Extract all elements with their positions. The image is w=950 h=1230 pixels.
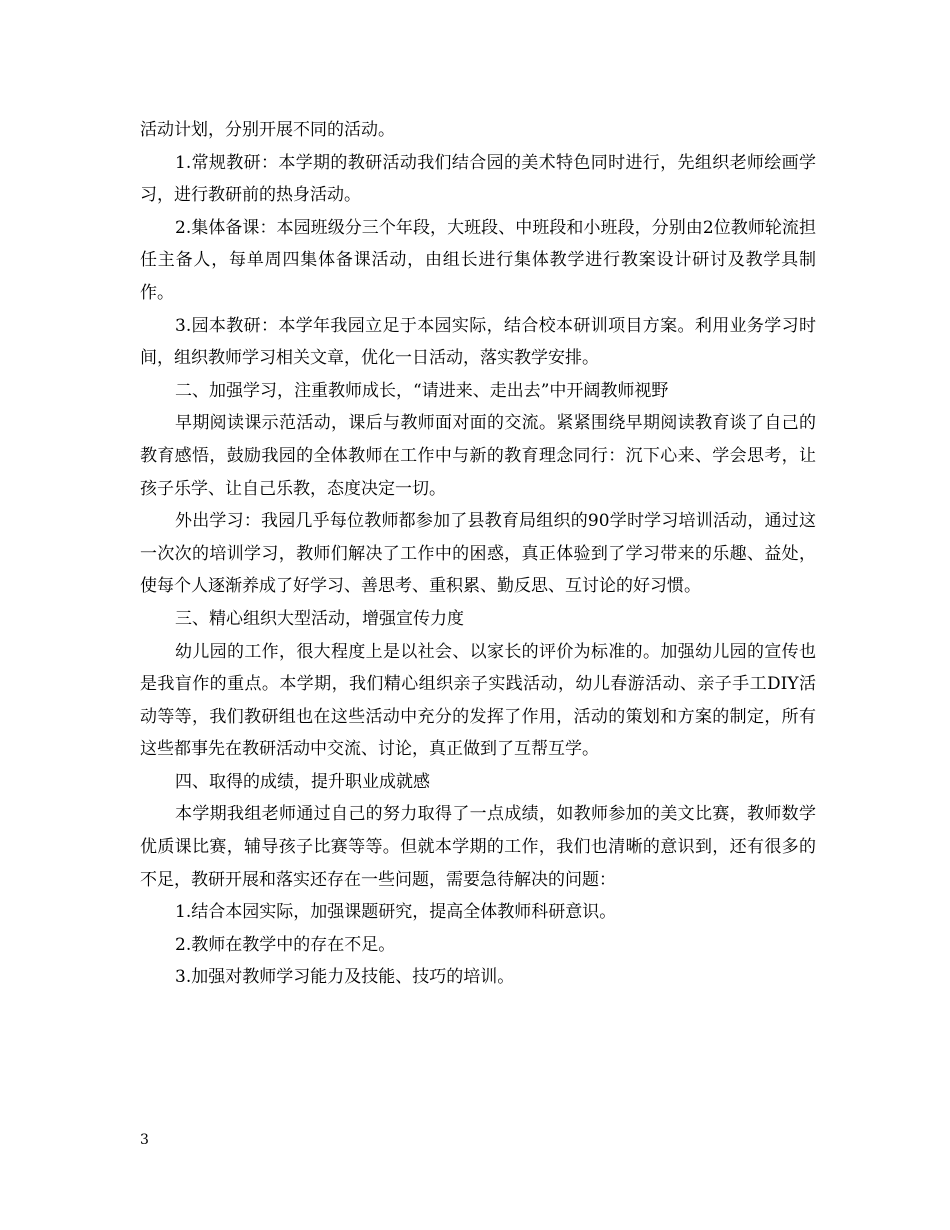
paragraph: 1.结合本园实际，加强课题研究，提高全体教师科研意识。 — [175, 902, 617, 923]
document-body — [140, 114, 816, 994]
paragraph: 外出学习：我园几乎每位教师都参加了县教育局组织的90学时学习培训活动，通过这一次次的培训学习，教师们解决了工作中的困惑，真正体验到了学习带来的乐趣、益处，使每个人逐渐养成了好学习、善思考、重积累、勤反思、互讨论的好习惯。 — [140, 511, 816, 597]
paragraph: 幼儿园的工作，很大程度上是以社会、以家长的评价为标准的。加强幼儿园的宣传也是我盲作的重点。本学期，我们精心组织亲子实践活动，幼儿春游活动、亲子手工DIY活动等等，我们教研组也在这些活动中充分的发挥了作用，活动的策划和方案的制定，所有这些都事先在教研活动中交流、讨论，真正做到了互帮互学。 — [140, 641, 816, 760]
paragraph: 三、精心组织大型活动，增强宣传力度 — [175, 608, 464, 629]
paragraph: 本学期我组老师通过自己的努力取得了一点成绩，如教师参加的美文比赛，教师数学优质课比赛，辅导孩子比赛等等。但就本学期的工作，我们也清晰的意识到，还有很多的不足，教研开展和落实还存在一些问题，需要急待解决的问题： — [140, 804, 816, 890]
paragraph: 3.园本教研：本学年我园立足于本园实际，结合校本研训项目方案。利用业务学习时间，组织教师学习相关文章，优化一日活动，落实教学安排。 — [140, 315, 816, 369]
paragraph: 四、取得的成绩，提升职业成就感 — [175, 771, 430, 792]
paragraph: 二、加强学习，注重教师成长，“请进来、走出去”中开阔教师视野 — [175, 380, 669, 401]
paragraph: 2.教师在教学中的存在不足。 — [175, 934, 396, 955]
paragraph: 活动计划，分别开展不同的活动。 — [140, 120, 395, 140]
paragraph: 早期阅读课示范活动，课后与教师面对面的交流。紧紧围绕早期阅读教育谈了自己的教育感悟，鼓励我园的全体教师在工作中与新的教育理念同行：沉下心来、学会思考，让孩子乐学、让自己乐教，态度决定一切。 — [140, 413, 816, 499]
paragraph: 2.集体备课：本园班级分三个年段，大班段、中班段和小班段，分别由2位教师轮流担任主备人，每单周四集体备课活动，由组长进行集体教学进行教案设计研讨及教学具制作。 — [140, 217, 816, 303]
paragraph: 1.常规教研：本学期的教研活动我们结合园的美术特色同时进行，先组织老师绘画学习，进行教研前的热身活动。 — [140, 152, 816, 206]
page-number: 3 — [140, 1132, 149, 1148]
paragraph: 3.加强对教师学习能力及技能、技巧的培训。 — [175, 967, 515, 988]
